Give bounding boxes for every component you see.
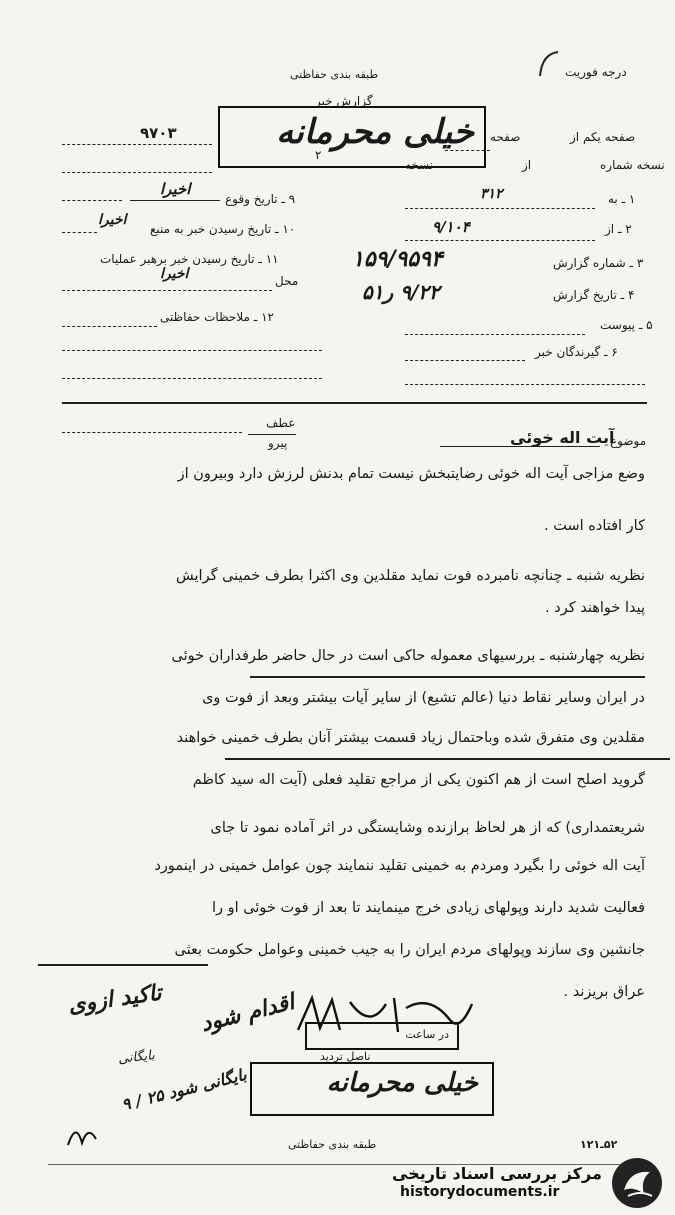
classification-stamp bbox=[218, 106, 486, 168]
corner-mark bbox=[536, 48, 562, 78]
field-12-line-3 bbox=[62, 378, 322, 379]
field-2-label: ۲ ـ از bbox=[605, 222, 632, 236]
body-line-7: مقلدین وی متفرق شده وباحتمال زیاد قسمت بیشتر آنان بطرف خمینی خواهند bbox=[176, 730, 645, 746]
field-4-label: ۴ ـ تاریخ گزارش bbox=[553, 288, 635, 302]
reference-divider bbox=[248, 434, 296, 435]
watermark-url: historydocuments.ir bbox=[400, 1184, 560, 1200]
body-line-2: کار افتاده است . bbox=[544, 518, 645, 534]
field-11-place: محل bbox=[275, 274, 299, 288]
serial-underline bbox=[62, 144, 212, 145]
report-title: گزارش خبر bbox=[315, 94, 373, 108]
field-6-line-2 bbox=[405, 384, 645, 385]
copy-number-value: ۲ bbox=[315, 148, 322, 162]
body-line-13: عراق بریزند . bbox=[563, 984, 645, 1000]
field-9-line bbox=[130, 200, 220, 201]
page-underline bbox=[445, 150, 490, 151]
field-1-value: ۳۱۲ bbox=[480, 186, 503, 202]
priority-label: درجه فوریت bbox=[565, 65, 627, 79]
field-4-value: ۹/۲۲ ر۵۱ bbox=[362, 280, 440, 304]
classification-top: طبقه بندی حفاظتی bbox=[290, 68, 379, 81]
underline-5 bbox=[250, 676, 645, 678]
receipt-stamp bbox=[305, 1022, 459, 1050]
page-label: صفحه bbox=[490, 130, 521, 144]
body-line-5: نظریه چهارشنبه ـ بررسیهای معموله حاکی است در حال حاضر طرفداران خوئی bbox=[171, 648, 645, 664]
field-11-line bbox=[62, 290, 272, 291]
handwritten-note-3: بایگانی bbox=[117, 1048, 156, 1067]
reference-line bbox=[62, 432, 242, 433]
field-12-line-2 bbox=[62, 350, 322, 351]
field-10-value: اخیرا bbox=[98, 212, 127, 228]
form-code: ۵۲ـ۱۲۱ bbox=[580, 1138, 618, 1151]
field-12-line bbox=[62, 326, 157, 327]
field-1-line bbox=[405, 208, 595, 209]
receipt-stamp-text: در ساعت bbox=[405, 1028, 449, 1041]
handwritten-note-1: تاکید ازوی bbox=[66, 979, 164, 1019]
body-line-12: جانشین وی سازند وپولهای مردم ایران را به جیب خمینی وعوامل حکومت بعثی bbox=[174, 942, 645, 958]
handwritten-note-6: بایگانی شود ۲۵ / ۹ bbox=[119, 1064, 249, 1115]
underline-7 bbox=[225, 758, 670, 760]
margin-scribble bbox=[62, 1115, 102, 1155]
bottom-stamp-text: خیلی محرمانه bbox=[326, 1068, 478, 1098]
copy-number-label: نسخه شماره bbox=[600, 158, 665, 172]
field-2-value: ۹/۱۰۴ bbox=[432, 218, 470, 236]
field-1-label: ۱ ـ به bbox=[608, 192, 636, 206]
field-11-value: اخیرا bbox=[160, 266, 189, 282]
field-9-dots bbox=[62, 200, 122, 201]
header-divider bbox=[62, 402, 647, 404]
logo-icon bbox=[610, 1156, 664, 1210]
subject-underline bbox=[440, 446, 600, 447]
field-2-line bbox=[405, 240, 595, 241]
field-3-label: ۳ ـ شماره گزارش bbox=[553, 256, 644, 270]
field-6-line bbox=[405, 360, 525, 361]
copy-label: نسخه bbox=[405, 158, 434, 172]
subject-value: آیت اله خوئی bbox=[510, 428, 615, 447]
subject-label: موضوع bbox=[610, 434, 647, 448]
field-11-label: ۱۱ ـ تاریخ رسیدن خبر برهبر عملیات bbox=[100, 252, 279, 266]
handwritten-note-5: ناصل تردید bbox=[320, 1050, 371, 1063]
field-3-value: ۱۵۹/۹۵۹۴ bbox=[352, 246, 443, 272]
body-line-3: نظریه شنبه ـ چنانچه نامبرده فوت نماید مقلدین وی اکثرا بطرف خمینی گرایش bbox=[176, 568, 645, 584]
reference-follow: پیرو bbox=[268, 436, 288, 450]
body-line-10: آیت اله خوئی را بگیرد ومردم به خمینی تقلید ننمایند چون عوامل خمینی در اینمورد bbox=[154, 858, 645, 874]
body-line-4: پیدا خواهند کرد . bbox=[545, 600, 645, 616]
field-5-line bbox=[405, 334, 585, 335]
field-5-label: ۵ ـ پیوست bbox=[600, 318, 653, 332]
body-line-8: گروید اصلح است از هم اکنون یکی از مراجع تقلید فعلی (آیت اله سید کاظم bbox=[192, 772, 645, 788]
stamp-text: خیلی محرمانه bbox=[276, 112, 474, 152]
watermark-title: مرکز بررسی اسناد تاریخی bbox=[392, 1164, 602, 1183]
body-line-11: فعالیت شدید دارند وپولهای زیادی خرج مینمایند تا بعد از فوت خوئی او را bbox=[212, 900, 645, 916]
field-12-label: ۱۲ ـ ملاحظات حفاظتی bbox=[160, 310, 274, 324]
field-10-line bbox=[62, 232, 97, 233]
classification-bottom: طبقه بندی حفاظتی bbox=[288, 1138, 377, 1151]
serial-number: ۹۷۰۳ bbox=[140, 124, 177, 142]
body-line-6: در ایران وسایر نقاط دنیا (عالم تشیع) از سایر آیات بیشتر وبعد از فوت وی bbox=[202, 690, 645, 706]
copy-underline bbox=[62, 172, 212, 173]
field-9-label: ۹ ـ تاریخ وقوع bbox=[225, 192, 296, 206]
field-10-label: ۱۰ ـ تاریخ رسیدن خبر به منبع bbox=[150, 222, 296, 236]
handwritten-note-2: اقدام شود bbox=[198, 988, 297, 1038]
from-label: از bbox=[522, 158, 532, 172]
bottom-stamp bbox=[250, 1062, 494, 1116]
field-6-label: ۶ ـ گیرندگان خبر bbox=[535, 345, 618, 359]
page-one-from: صفحه یکم از bbox=[570, 130, 636, 144]
field-9-value: اخیرا bbox=[160, 180, 191, 198]
underline-12 bbox=[38, 964, 208, 966]
body-line-1: وضع مزاجی آیت اله خوئی رضایتبخش نیست تمام بدنش لرزش دارد وبیرون از bbox=[177, 466, 645, 482]
reference-attach: عطف bbox=[266, 416, 296, 430]
body-line-9: شریعتمداری) که از هر لحاظ برازنده وشایستگی در اثر آماده نمود تا جای bbox=[210, 820, 645, 836]
